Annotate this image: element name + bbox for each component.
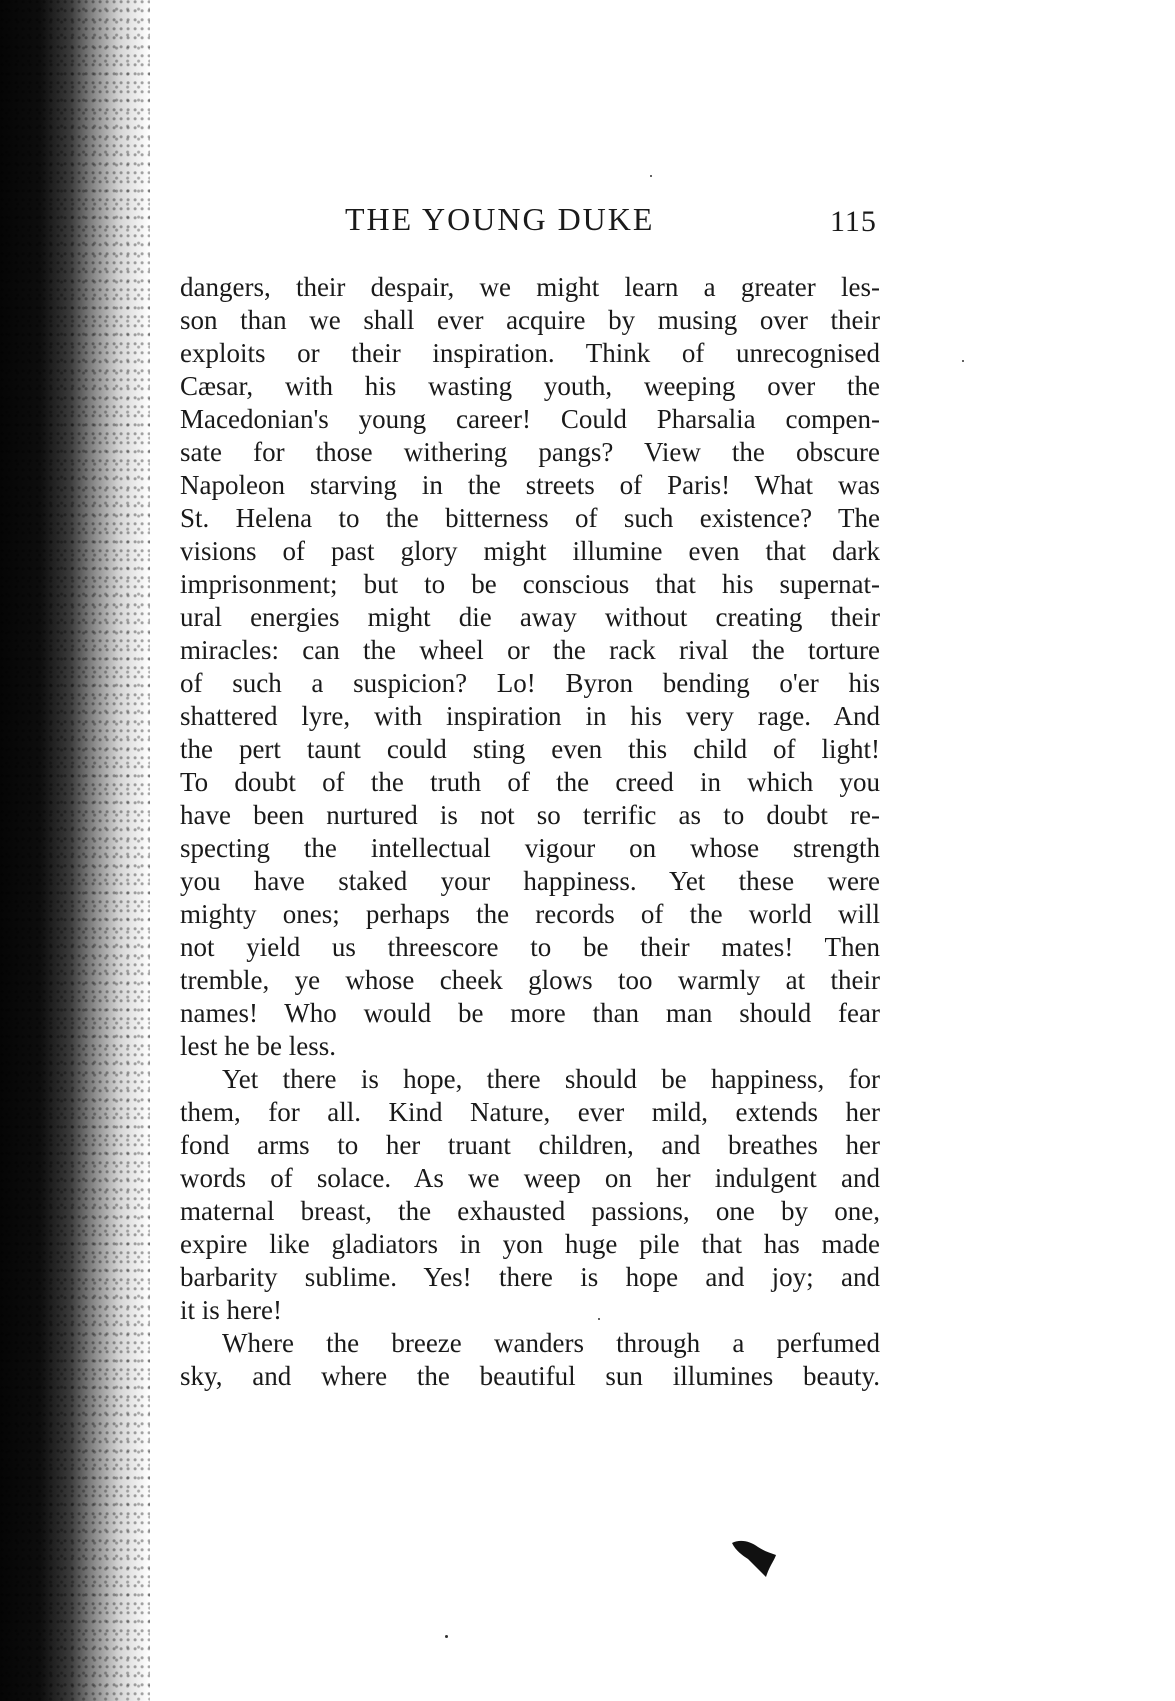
print-speck <box>650 175 652 177</box>
text-line: shattered lyre, with inspiration in his very rage. And <box>180 701 880 731</box>
text-line: imprisonment; but to be conscious that his supernat- <box>180 569 880 599</box>
text-line: St. Helena to the bitterness of such existence? The <box>180 503 880 533</box>
text-line: ural energies might die away without creating their <box>180 602 880 632</box>
text-line: miracles: can the wheel or the rack rival the torture <box>180 635 880 665</box>
text-line: them, for all. Kind Nature, ever mild, extends her <box>180 1097 880 1127</box>
text-line: not yield us threescore to be their mates! Then <box>180 932 880 962</box>
text-line: fond arms to her truant children, and breathes her <box>180 1130 880 1160</box>
paragraph-start-line: Yet there is hope, there should be happiness, for <box>222 1064 880 1094</box>
print-speck <box>598 1318 600 1320</box>
print-speck <box>962 360 964 362</box>
text-line: sky, and where the beautiful sun illumines beauty. <box>180 1361 880 1391</box>
paragraph-start-line: Where the breeze wanders through a perfumed <box>222 1328 880 1358</box>
printer-ornament-icon <box>730 1535 780 1580</box>
text-line: barbarity sublime. Yes! there is hope and joy; and <box>180 1262 880 1292</box>
text-line: of such a suspicion? Lo! Byron bending o'er his <box>180 668 880 698</box>
text-line: maternal breast, the exhausted passions, one by one, <box>180 1196 880 1226</box>
text-line: Macedonian's young career! Could Pharsalia compen- <box>180 404 880 434</box>
text-line: sate for those withering pangs? View the obscure <box>180 437 880 467</box>
text-line: dangers, their despair, we might learn a greater les- <box>180 272 880 302</box>
text-line: son than we shall ever acquire by musing over their <box>180 305 880 335</box>
page-number: 115 <box>830 205 877 238</box>
text-line: the pert taunt could sting even this child of light! <box>180 734 880 764</box>
text-line: Napoleon starving in the streets of Paris! What was <box>180 470 880 500</box>
running-title: THE YOUNG DUKE <box>345 201 655 237</box>
text-line: it is here! <box>180 1295 282 1325</box>
text-line: To doubt of the truth of the creed in which you <box>180 767 880 797</box>
body-text <box>180 271 880 1393</box>
text-line: have been nurtured is not so terrific as to doubt re- <box>180 800 880 830</box>
text-line: Cæsar, with his wasting youth, weeping over the <box>180 371 880 401</box>
text-line: specting the intellectual vigour on whose strength <box>180 833 880 863</box>
text-line: exploits or their inspiration. Think of unrecognised <box>180 338 880 368</box>
text-line: words of solace. As we weep on her indulgent and <box>180 1163 880 1193</box>
print-speck <box>445 1635 448 1638</box>
text-line: you have staked your happiness. Yet these were <box>180 866 880 896</box>
text-line: visions of past glory might illumine even that dark <box>180 536 880 566</box>
text-line: tremble, ye whose cheek glows too warmly at their <box>180 965 880 995</box>
running-head <box>180 201 880 241</box>
text-line: mighty ones; perhaps the records of the world will <box>180 899 880 929</box>
binding-gutter-shadow <box>0 0 150 1701</box>
text-line: lest he be less. <box>180 1031 336 1061</box>
text-line: expire like gladiators in yon huge pile that has made <box>180 1229 880 1259</box>
text-line: names! Who would be more than man should fear <box>180 998 880 1028</box>
